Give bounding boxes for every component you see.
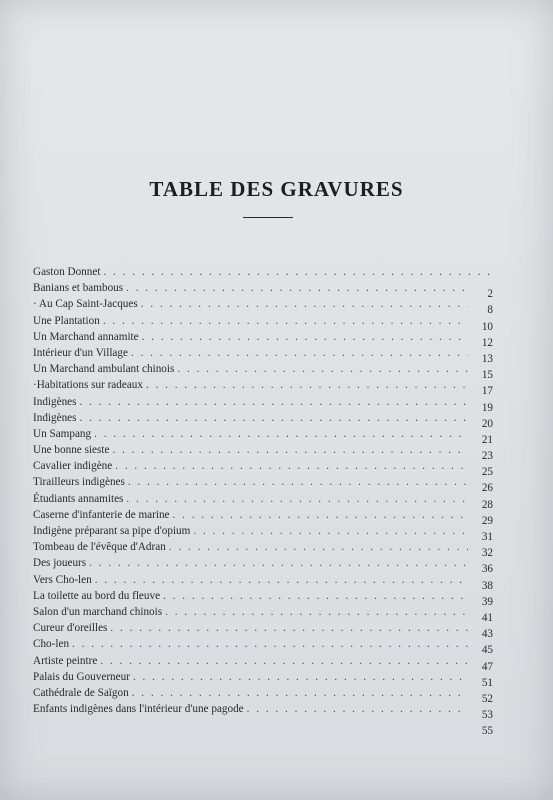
list-item <box>33 361 493 382</box>
entry-label: Une bonne sieste <box>33 444 110 457</box>
entry-page-number: 43 <box>481 628 493 641</box>
dot-leader <box>132 685 468 701</box>
dot-leader <box>173 507 468 523</box>
dot-leader <box>103 264 490 280</box>
list-item <box>33 491 493 511</box>
list-item <box>33 653 493 673</box>
entry-label: Salon d'un marchand chinois <box>33 605 163 618</box>
entry-label: Cavalier indigène <box>33 460 113 473</box>
dot-leader <box>89 555 468 571</box>
entry-page-number: 55 <box>481 725 493 738</box>
entry-label: · Au Cap Saint-Jacques <box>33 298 138 311</box>
dot-leader <box>115 458 468 474</box>
entry-page-number: 51 <box>481 676 493 689</box>
list-item <box>33 426 493 446</box>
list-item <box>33 458 493 479</box>
list-item <box>33 280 493 301</box>
list-item <box>33 329 493 349</box>
entry-page-number: 32 <box>481 547 493 560</box>
title-rule <box>243 217 293 218</box>
dot-leader <box>247 701 468 717</box>
entry-label: Enfants indigènes dans l'intérieur d'une pagode <box>33 703 244 716</box>
entry-page-number: 17 <box>481 385 493 398</box>
list-item <box>33 636 493 657</box>
list-item <box>33 717 493 738</box>
entry-label: Tombeau de l'évêque d'Adran <box>33 541 166 554</box>
engravings-list <box>33 264 493 738</box>
list-item <box>33 442 493 463</box>
list-item <box>33 539 493 560</box>
entry-page-number: 8 <box>487 304 493 317</box>
list-item <box>33 523 493 543</box>
list-item <box>33 620 493 641</box>
dot-leader <box>94 426 468 442</box>
entry-page-number: 15 <box>481 369 493 382</box>
list-item <box>33 474 493 495</box>
list-item <box>33 604 493 624</box>
entry-label: Tirailleurs indigènes <box>33 476 125 489</box>
entry-page-number: 20 <box>481 417 493 430</box>
entry-page-number: 2 <box>487 288 493 301</box>
entry-label: Étudiants annamites <box>33 492 124 505</box>
dot-leader <box>163 588 468 604</box>
list-item <box>33 507 493 527</box>
dot-leader <box>128 474 468 490</box>
entry-label: Une Plantation <box>33 314 100 327</box>
dot-leader <box>131 345 468 361</box>
list-item <box>33 572 493 592</box>
list-item <box>33 296 493 317</box>
entry-label: Caserne d'infanterie de marine <box>33 508 170 521</box>
dot-leader <box>142 329 468 345</box>
dot-leader <box>133 669 468 685</box>
dot-leader <box>72 636 468 652</box>
entry-page-number: 29 <box>481 514 493 527</box>
entry-label: Intérieur d'un Village <box>33 346 128 359</box>
dot-leader <box>165 604 468 620</box>
list-item <box>33 377 493 398</box>
entry-page-number: 23 <box>481 450 493 463</box>
dot-leader <box>169 539 468 555</box>
entry-label: Cureur d'oreilles <box>33 622 108 635</box>
dot-leader <box>177 361 468 377</box>
dot-leader <box>112 442 468 458</box>
entry-label: Artiste peintre <box>33 654 98 667</box>
entry-label: Palais du Gouverneur <box>33 670 130 683</box>
entry-page-number: 39 <box>481 595 493 608</box>
entry-page-number: 28 <box>481 498 493 511</box>
entry-page-number: 26 <box>481 482 493 495</box>
dot-leader <box>80 394 469 410</box>
entry-page-number: 12 <box>481 336 493 349</box>
dot-leader <box>80 410 469 426</box>
entry-page-number: 25 <box>481 466 493 479</box>
entry-label: Cho-len <box>33 638 70 651</box>
entry-label: Des joueurs <box>33 557 87 570</box>
entry-page-number: 38 <box>481 579 493 592</box>
page-title: TABLE DES GRAVURES <box>149 177 404 202</box>
dot-leader <box>193 523 468 539</box>
list-item <box>33 313 493 333</box>
entry-page-number: 53 <box>481 709 493 722</box>
dot-leader <box>146 377 468 393</box>
entry-page-number: 10 <box>481 320 493 333</box>
entry-label: Indigène préparant sa pipe d'opium <box>33 525 191 537</box>
list-item <box>33 410 493 430</box>
dot-leader <box>95 572 468 588</box>
entry-page-number: 21 <box>481 433 493 446</box>
list-item <box>33 685 493 705</box>
dot-leader <box>100 653 468 669</box>
list-item <box>33 701 493 722</box>
entry-page-number: 31 <box>481 531 493 543</box>
entry-page-number: 52 <box>481 692 493 705</box>
entry-label: Banians et bambous <box>33 282 124 295</box>
entry-page-number: 13 <box>481 352 493 365</box>
dot-leader <box>103 313 468 329</box>
entry-label: La toilette au bord du fleuve <box>33 589 161 602</box>
entry-label: ·Habitations sur radeaux <box>33 379 143 392</box>
dot-leader <box>126 491 468 507</box>
dot-leader <box>110 620 468 636</box>
entry-page-number: 41 <box>481 611 493 624</box>
entry-label: Cathédrale de Saïgon <box>33 686 129 699</box>
entry-label: Un Marchand ambulant chinois <box>33 363 175 376</box>
entry-page-number: 47 <box>481 660 493 673</box>
dot-leader <box>141 296 468 312</box>
entry-label: Gaston Donnet <box>33 266 101 278</box>
entry-label: Un Sampang <box>33 427 92 440</box>
entry-page-number: 45 <box>481 644 493 657</box>
list-item <box>33 264 493 280</box>
entry-label: Indigènes <box>33 395 77 408</box>
entry-label: Indigènes <box>33 411 77 424</box>
dot-leader <box>126 280 468 296</box>
entry-label: Un Marchand annamite <box>33 330 139 343</box>
list-item <box>33 555 493 576</box>
list-item <box>33 669 493 689</box>
list-item <box>33 588 493 608</box>
list-item <box>33 345 493 365</box>
entry-page-number: 36 <box>481 563 493 576</box>
entry-label: Vers Cho-len <box>33 573 92 586</box>
entry-page-number: 19 <box>481 401 493 414</box>
list-item <box>33 394 493 414</box>
